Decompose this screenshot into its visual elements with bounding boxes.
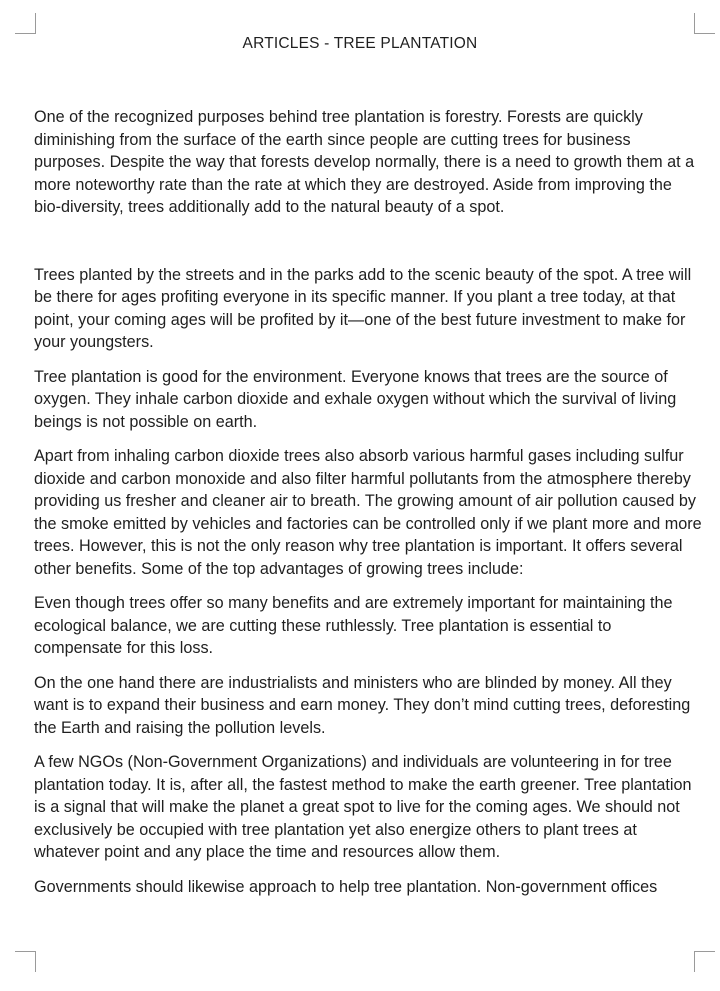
paragraph-4: Apart from inhaling carbon dioxide trees also absorb various harmful gases including sulfur dioxide and carbon monoxide and also filter harmful pollutants from the atmosphere thereby providing us fresher and cleaner air to breath. The growing amount of air pollution caused by the smoke emitted by vehicles and factories can be controlled only if we plant more and more trees. However, this is not the only reason why tree plantation is important. It offers several other benefits. Some of the top advantages of growing trees include: xyxy=(34,447,702,578)
paragraph-7: A few NGOs (Non-Government Organizations) and individuals are volunteering in for tree plantation today. It is, after all, the fastest method to make the earth greener. Tree plantation is a signal that will make the planet a great spot to live for the coming ages. We should not exclusively be occupied with tree plantation yet also energize others to plant trees at whatever point and any place the time and resources allow them. xyxy=(34,753,692,861)
document-title: ARTICLES - TREE PLANTATION xyxy=(242,35,478,52)
page-corner-mark-bottom-left xyxy=(15,951,36,972)
page-corner-mark-top-left xyxy=(15,13,36,34)
paragraph-8: Governments should likewise approach to help tree plantation. Non-government offices xyxy=(34,877,658,896)
page-corner-mark-top-right xyxy=(694,13,715,34)
paragraph-2: Trees planted by the streets and in the parks add to the scenic beauty of the spot. A tree will be there for ages profiting everyone in its specific manner. If you plant a tree today, at that point, your coming ages will be profited by it—one of the best future investment to make for your youngsters. xyxy=(34,265,692,351)
paragraph-6: On the one hand there are industrialists and ministers who are blinded by money. All they want is to expand their business and earn money. They don’t mind cutting trees, deforesting the Earth and raising the pollution levels. xyxy=(34,673,691,737)
page-corner-mark-bottom-right xyxy=(694,951,715,972)
document-body xyxy=(34,106,702,910)
paragraph-5: Even though trees offer so many benefits and are extremely important for maintaining the ecological balance, we are cutting these ruthlessly. Tree plantation is essential to compensate for this loss. xyxy=(34,594,673,657)
paragraph-3: Tree plantation is good for the environment. Everyone knows that trees are the source of oxygen. They inhale carbon dioxide and exhale oxygen without which the survival of living beings is not possible on earth. xyxy=(34,367,677,431)
paragraph-1: One of the recognized purposes behind tree plantation is forestry. Forests are quickly diminishing from the surface of the earth since people are cutting trees for business purposes. Despite the way that forests develop normally, there is a need to growth them at a more noteworthy rate than the rate at which they are destroyed. Aside from improving the bio-diversity, trees additionally add to the natural beauty of a spot. xyxy=(34,108,695,216)
